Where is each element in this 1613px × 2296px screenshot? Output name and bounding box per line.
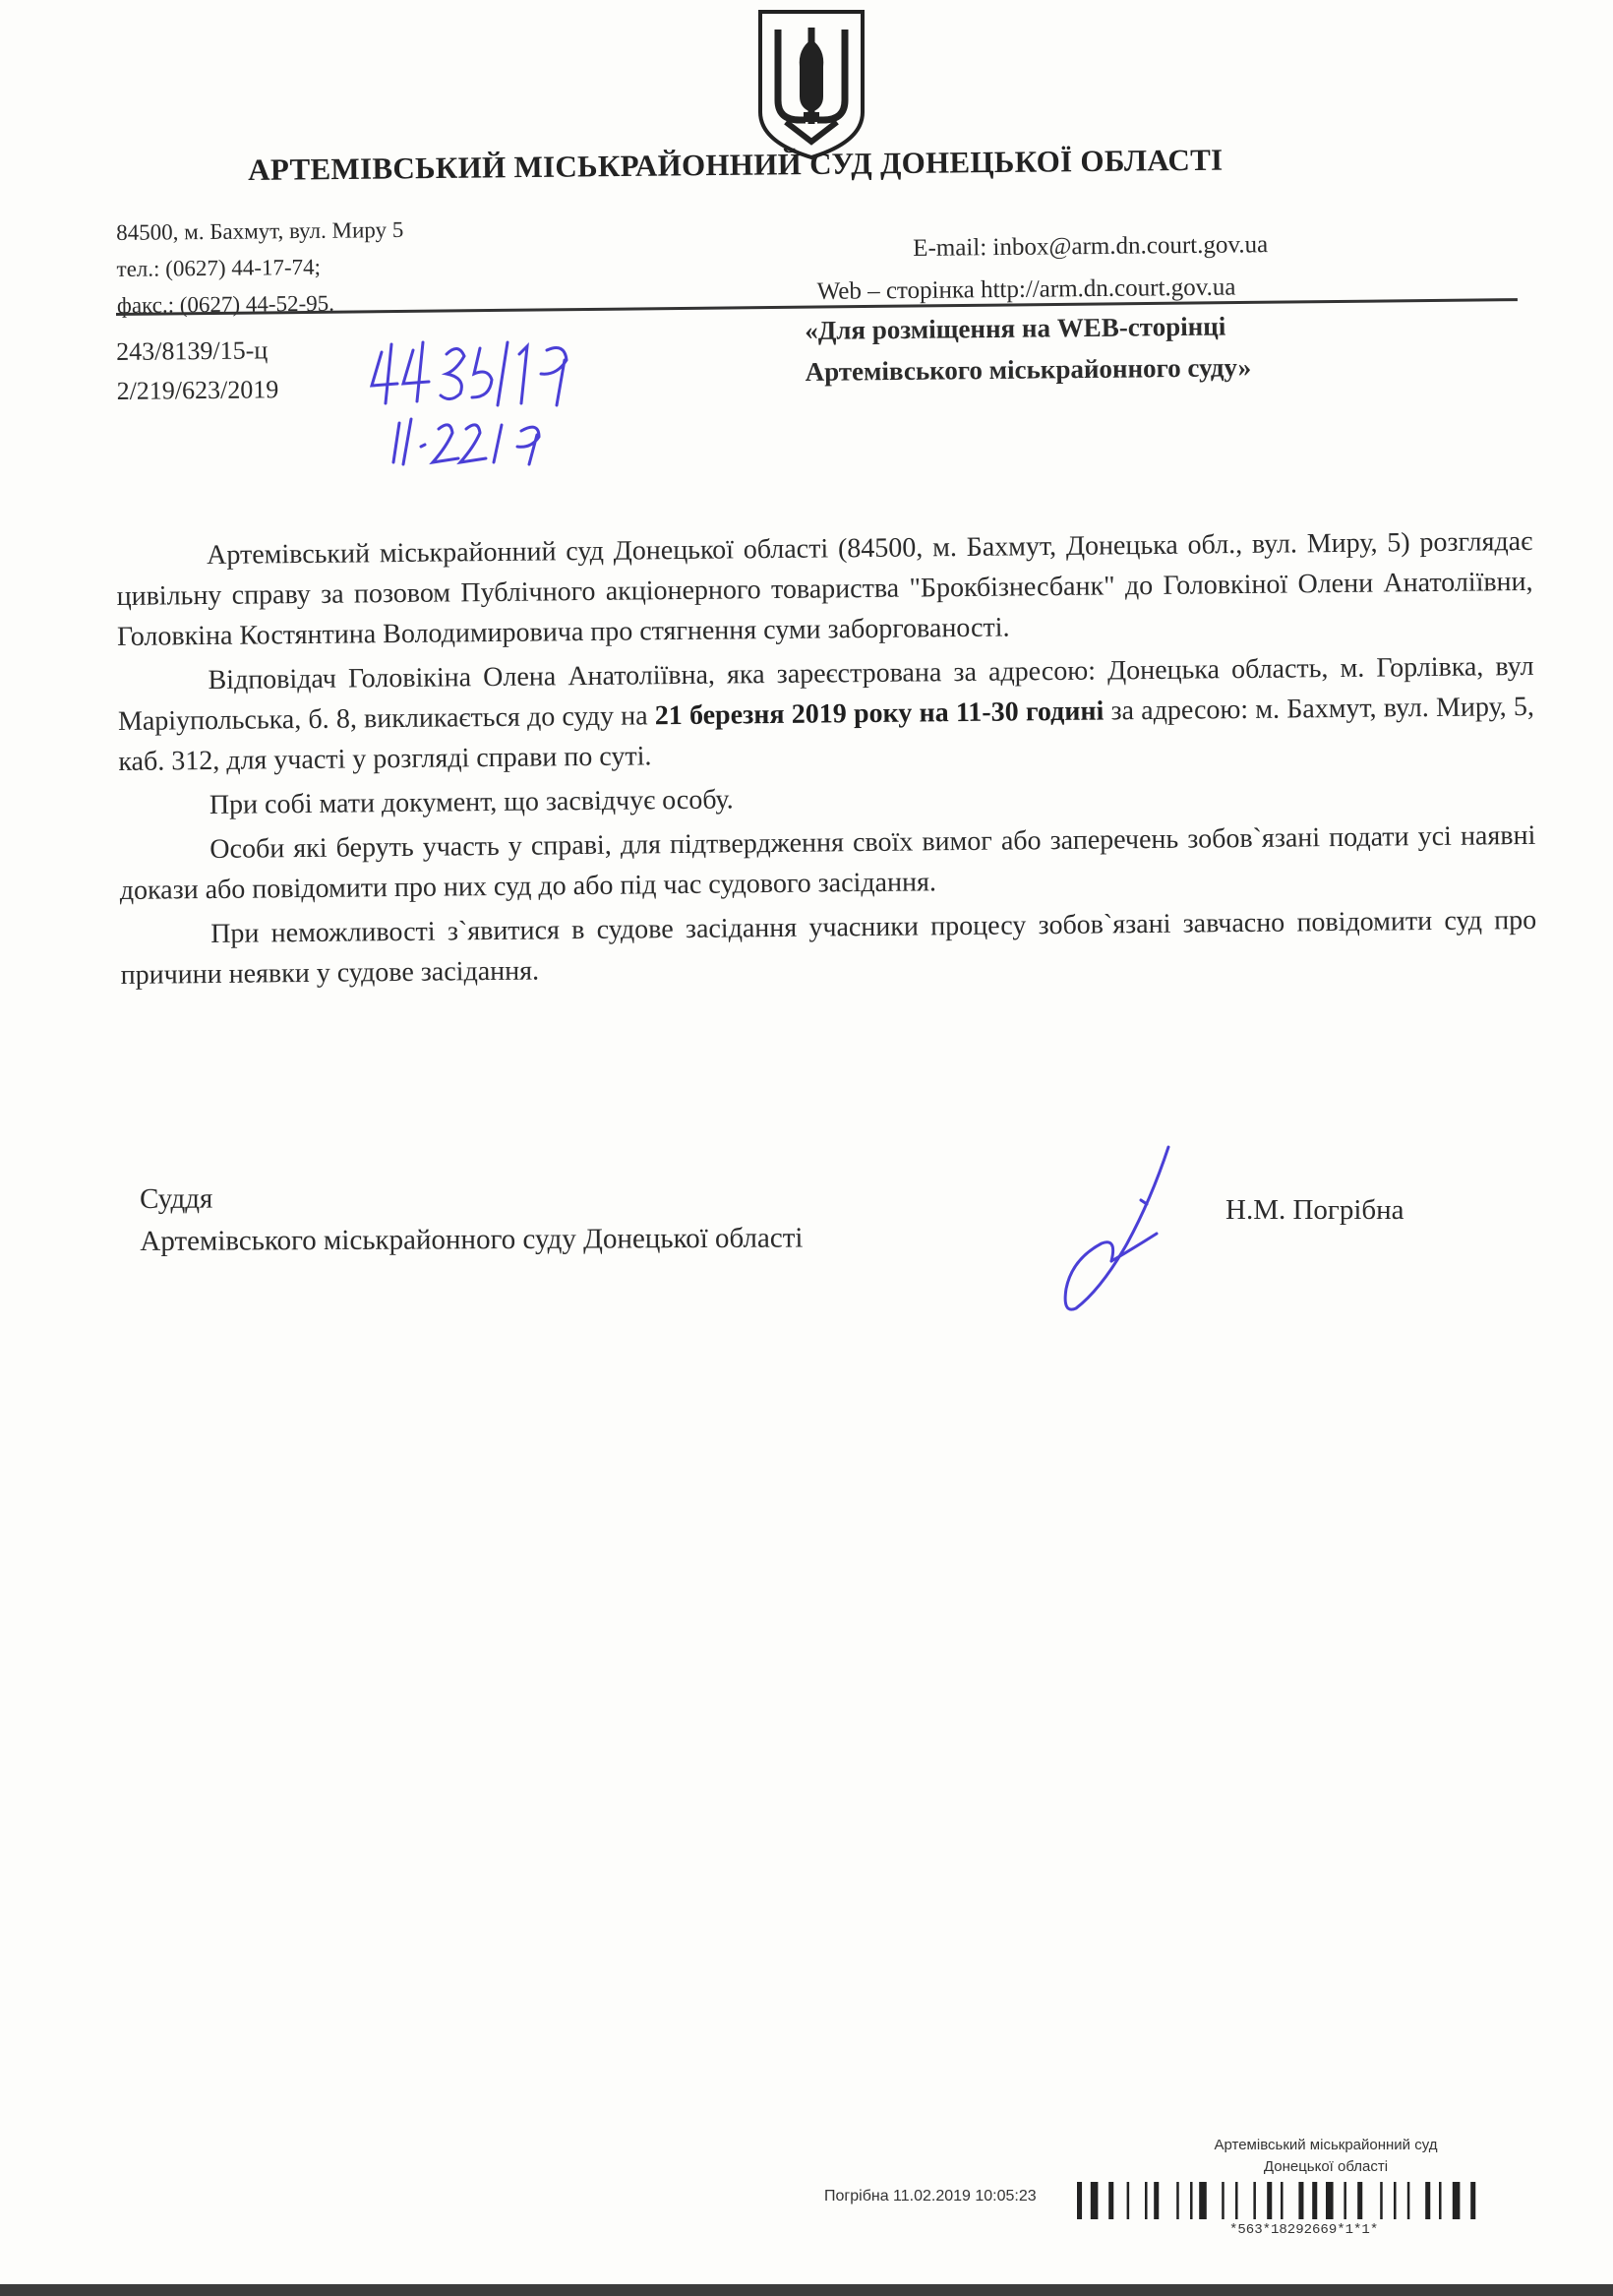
notice-body <box>116 521 1537 999</box>
barcode-number: *563*18292669*1*1* <box>1229 2222 1379 2238</box>
case-references <box>116 331 279 411</box>
scan-bottom-edge <box>0 2284 1613 2296</box>
court-email: E-mail: inbox@arm.dn.court.gov.ua <box>913 231 1269 262</box>
court-address-block <box>116 211 404 324</box>
proceeding-number: 2/219/623/2019 <box>116 375 279 405</box>
stamp-line1: Артемівський міськрайонний суд <box>1214 2137 1438 2153</box>
judge-title: Суддя <box>140 1182 213 1215</box>
court-website: Web – сторінка http://arm.dn.court.gov.ua <box>816 273 1236 305</box>
hearing-date-time: 21 березня 2019 року на 11-30 годині <box>654 695 1105 732</box>
court-phone: тел.: (0627) 44-17-74; <box>116 254 322 281</box>
court-stamp <box>1178 2135 1473 2178</box>
body-paragraph-2-start: Відповідач Головікіна Олена Анатоліївна, яка зареєстрована за адресою: Донецька область, м. Горлівка, вул Маріупольська, б. 8, викликається до суду на <box>117 650 1534 737</box>
body-paragraph-2-end: за адресою: м. Бахмут, вул. Миру, 5, каб. 312, для участі у розгляді справи по суті. <box>118 691 1535 777</box>
judge-name: Н.М. Погрібна <box>1225 1194 1404 1226</box>
trident-emblem-icon <box>750 6 872 161</box>
body-paragraph-4: Особи які беруть участь у справі, для підтвердження своїх вимог або заперечень зобов`язані подати усі наявні докази або повідомити про них суд до або під час судового засідання. <box>119 819 1536 906</box>
handwritten-registration-mark <box>364 325 620 492</box>
case-number: 243/8139/15-ц <box>116 335 269 366</box>
body-paragraph-5: При неможливості з`явитися в судове засідання учасники процесу зобов`язані завчасно повідомити суд про причини неявки у судове засідання. <box>120 904 1537 991</box>
judge-title-block <box>140 1175 804 1263</box>
body-paragraph-1: Артемівський міськрайонний суд Донецької області (84500, м. Бахмут, Донецька обл., вул. Миру, 5) розглядає цивільну справу за позовом Публічного акціонерного товариства "Брокбізнесбанк" до Головкіної Олени Анатоліївни, Головкіна Костянтина Володимировича про стягнення суми заборгованості. <box>116 525 1533 652</box>
court-fax: факс.: (0627) 44-52-95. <box>116 290 335 318</box>
court-name-heading: АРТЕМІВСЬКИЙ МІСЬКРАЙОННИЙ СУД ДОНЕЦЬКОЇ ОБЛАСТІ <box>248 142 1224 187</box>
registration-timestamp: Погрібна 11.02.2019 10:05:23 <box>824 2188 1037 2205</box>
barcode-icon <box>1077 2182 1564 2219</box>
stamp-line2: Донецької області <box>1263 2158 1389 2175</box>
publish-note <box>805 305 1251 393</box>
publish-note-line2: Артемівського міськрайонного суду» <box>805 352 1252 387</box>
publish-note-line1: «Для розміщення на WEB-сторінці <box>805 311 1226 345</box>
signature-mark <box>1043 1141 1190 1318</box>
court-address: 84500, м. Бахмут, вул. Миру 5 <box>116 216 404 245</box>
body-paragraph-2 <box>117 646 1534 782</box>
judge-court: Артемівського міськрайонного суду Донецької області <box>140 1222 804 1257</box>
body-paragraph-3: При собі мати документ, що засвідчує особу. <box>209 784 734 821</box>
court-contacts-block <box>816 223 1269 313</box>
